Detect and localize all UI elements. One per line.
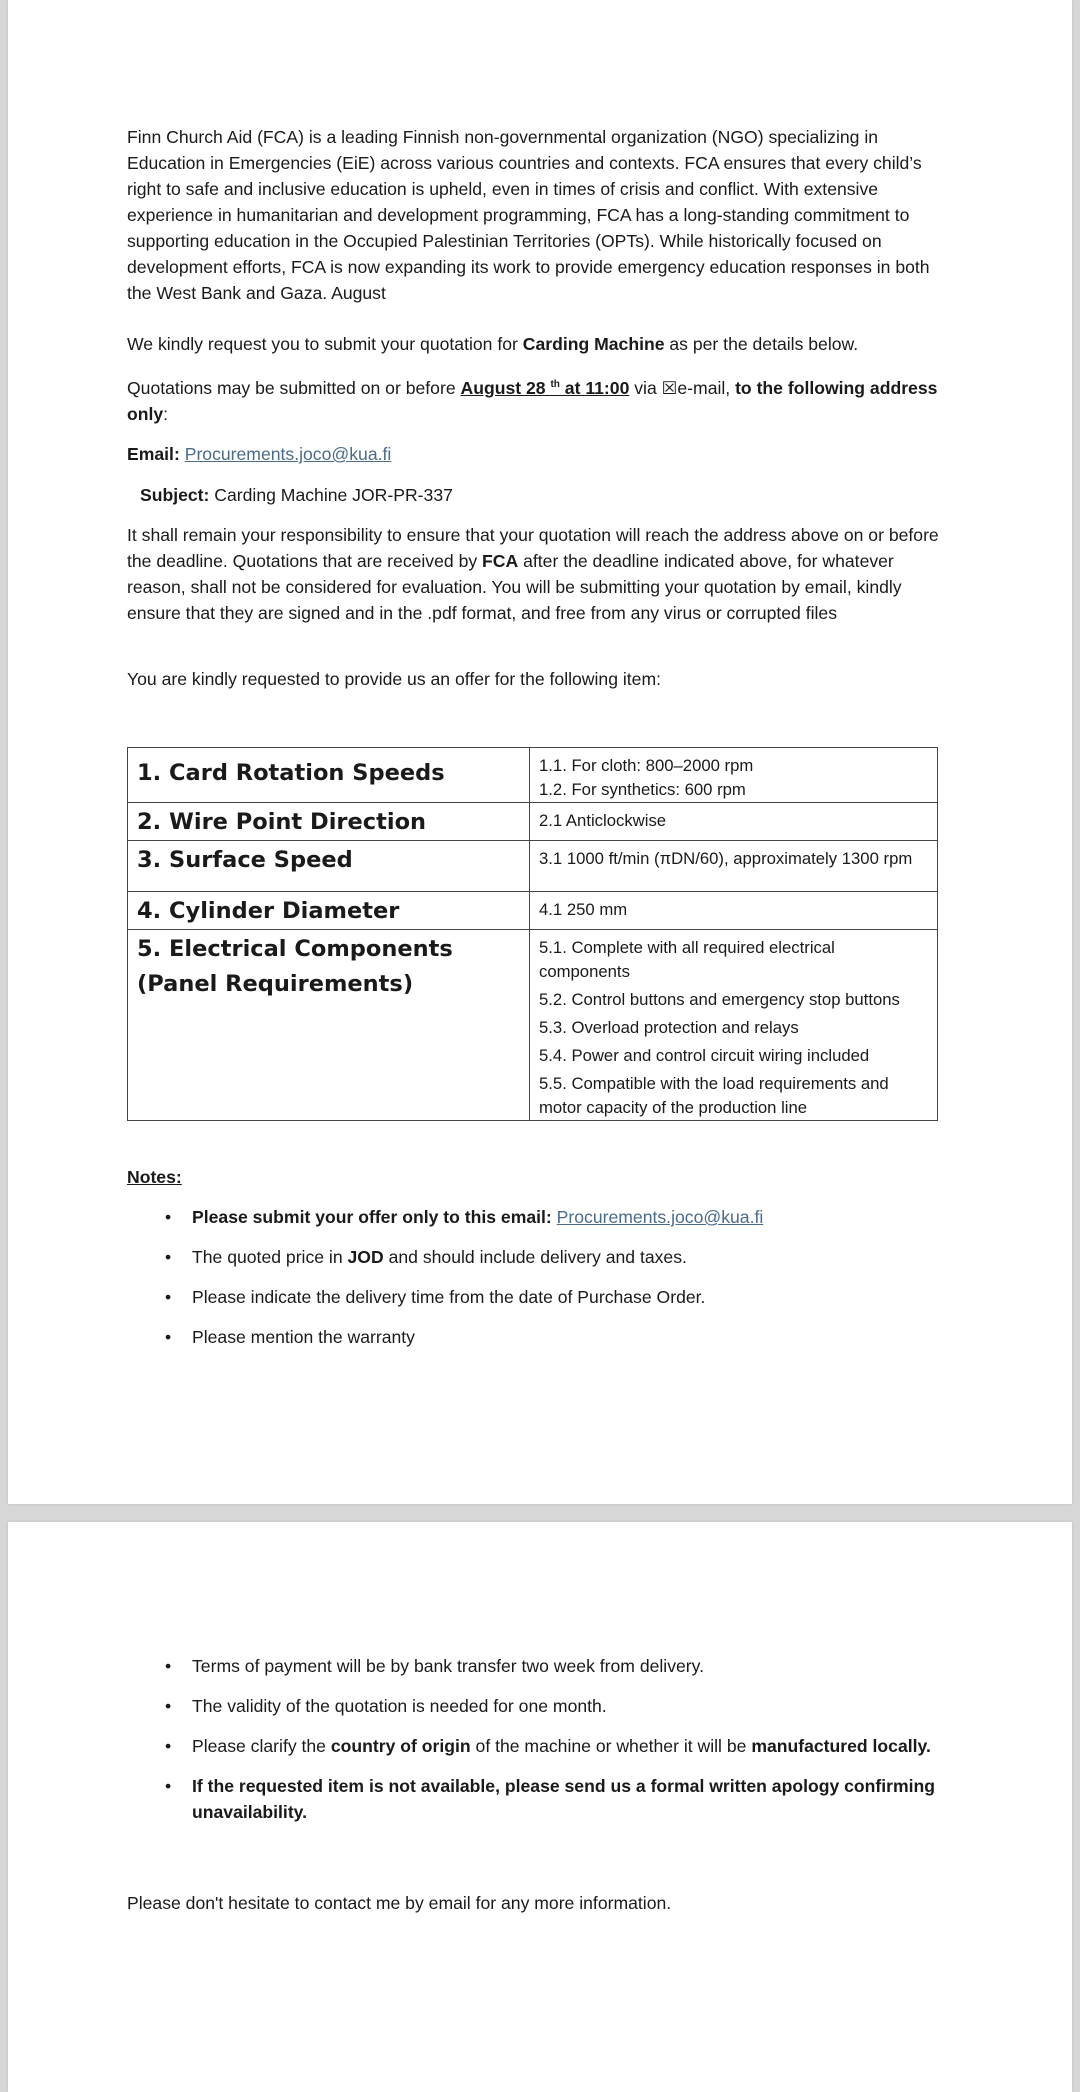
spec-header: 1. Card Rotation Speeds — [128, 748, 530, 803]
spec-details: 5.1. Complete with all required electrical components 5.2. Control buttons and emergency stop buttons 5.3. Overload protection and relays 5.4. Power and control circuit wiring included 5.5. Compatible with the load requirements and motor capacity of the production line — [530, 930, 938, 1121]
spec-header: 3. Surface Speed — [128, 841, 530, 892]
email-link[interactable]: Procurements.joco@kua.fi — [556, 1207, 764, 1227]
table-row — [128, 748, 938, 803]
spec-header: 4. Cylinder Diameter — [128, 892, 530, 930]
closing-line: Please don't hesitate to contact me by email for any more information. — [127, 1893, 672, 1913]
list-item: • Please submit your offer only to this email: Procurements.joco@kua.fi — [127, 1204, 947, 1230]
spec-details: 4.1 250 mm — [530, 892, 938, 930]
spec-details: 1.1. For cloth: 800–2000 rpm 1.2. For synthetics: 600 rpm — [530, 748, 938, 803]
deadline-paragraph: Quotations may be submitted on or before August 28 $^{th}$ at 11:00 via ☒e-mail, to the following address only: — [127, 378, 938, 424]
spec-header: 2. Wire Point Direction — [128, 803, 530, 841]
table-row — [128, 803, 938, 841]
list-item: • Terms of payment will be by bank transfer two week from delivery. — [127, 1653, 947, 1679]
bullet-icon: • — [165, 1656, 172, 1676]
spec-details: 3.1 1000 ft/min (πDN/60), approximately 1300 rpm — [530, 841, 938, 892]
list-item: • The quoted price in JOD and should include delivery and taxes. — [127, 1244, 947, 1270]
spec-header: 5. Electrical Components (Panel Requirements) — [128, 930, 530, 1121]
notes-list-continued — [127, 1653, 947, 1825]
table-row — [128, 841, 938, 892]
subject-line: Subject: Carding Machine JOR-PR-337 — [140, 485, 453, 505]
spec-details: 2.1 Anticlockwise — [530, 803, 938, 841]
offer-request: You are kindly requested to provide us an offer for the following item: — [127, 669, 661, 689]
notes-list — [127, 1204, 947, 1350]
bullet-icon: • — [165, 1247, 172, 1267]
bullet-icon: • — [165, 1287, 172, 1307]
item-name: Carding Machine — [522, 334, 665, 354]
bullet-icon: • — [165, 1696, 172, 1716]
notes-title: Notes: — [127, 1167, 182, 1187]
table-row — [128, 930, 938, 1121]
bullet-icon: • — [165, 1327, 172, 1347]
request-paragraph: We kindly request you to submit your quotation for Carding Machine as per the details below. — [127, 334, 859, 354]
specification-table — [127, 747, 938, 1121]
list-item: • The validity of the quotation is needed for one month. — [127, 1693, 947, 1719]
list-item: • If the requested item is not available, please send us a formal written apology confirming unavailability. — [127, 1773, 947, 1825]
table-row — [128, 892, 938, 930]
list-item: • Please mention the warranty — [127, 1324, 947, 1350]
email-link[interactable]: Procurements.joco@kua.fi — [184, 444, 392, 464]
intro-paragraph: Finn Church Aid (FCA) is a leading Finnish non-governmental organization (NGO) specializing in Education in Emergencies (EiE) across various countries and contexts. FCA ensures that every child’s right to safe and inclusive education is upheld, even in times of crisis and conflict. With extensive experience in humanitarian and development programming, FCA has a long-standing commitment to supporting education in the Occupied Palestinian Territories (OPTs). While historically focused on development efforts, FCA is now expanding its work to provide emergency education responses in both the West Bank and Gaza. August — [127, 127, 930, 303]
bullet-icon: • — [165, 1207, 172, 1227]
list-item: • Please indicate the delivery time from the date of Purchase Order. — [127, 1284, 947, 1310]
bullet-icon: • — [165, 1776, 172, 1796]
bullet-icon: • — [165, 1736, 172, 1756]
deadline-date: August 28 $^{th}$ at 11:00 — [460, 378, 630, 398]
email-line: Email: Procurements.joco@kua.fi — [127, 444, 392, 464]
responsibility-paragraph: It shall remain your responsibility to ensure that your quotation will reach the address above on or before the deadline. Quotations that are received by FCA after the deadline indicated above, for whatever reason, shall not be considered for evaluation. You will be submitting your quotation by email, kindly ensure that they are signed and in the .pdf format, and free from any virus or corrupted files — [127, 525, 939, 623]
list-item: • Please clarify the country of origin of the machine or whether it will be manufactured locally. — [127, 1733, 947, 1759]
